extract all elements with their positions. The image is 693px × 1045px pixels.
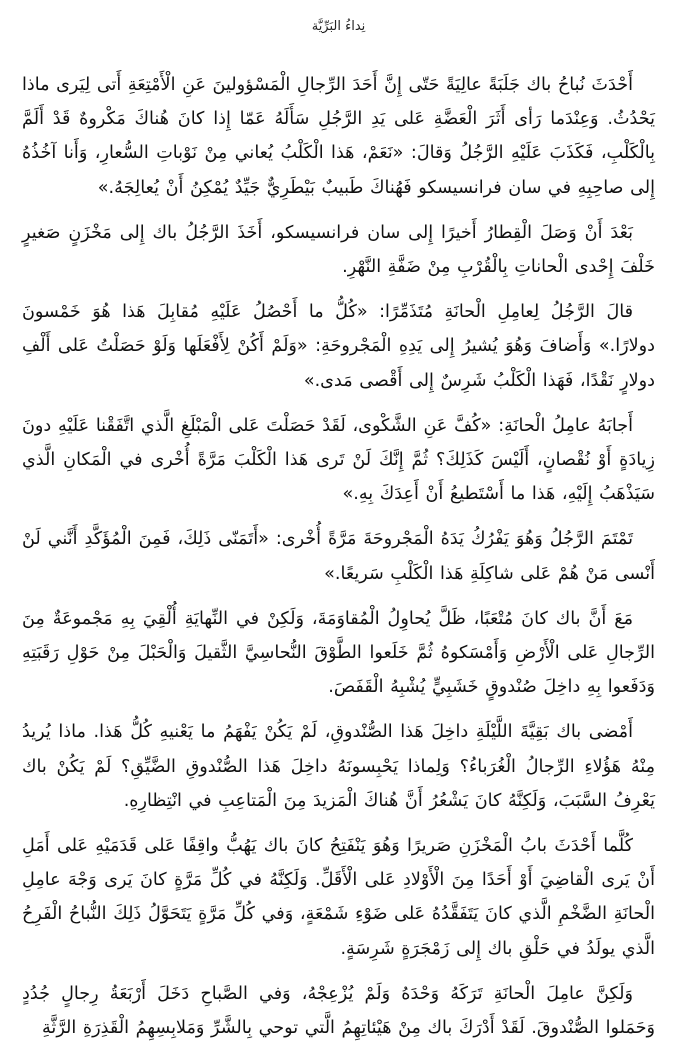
- paragraph: بَعْدَ أَنْ وَصَلَ الْقِطارُ أَخيرًا إِلى سان فرانسيسكو، أَخَذَ الرَّجُلُ باك إِلى مَخْزَنٍ صَغيرٍ خَلْفَ إِحْدى الْحاناتِ بِالْقُرْبِ مِنْ ضَفَّةِ النَّهْرِ.: [22, 222, 655, 278]
- paragraph: قالَ الرَّجُلُ لِعامِلِ الْحانَةِ مُتَذَمِّرًا: «كُلُّ ما أَحْصُلُ عَلَيْهِ مُقابِلَ هَذا هُوَ خَمْسونَ دولارًا.» وَأَضافَ وَهُوَ يُشيرُ إِلى يَدِهِ الْمَجْروحَةِ: «وَلَمْ أَكُنْ لِأَفْعَلَها وَلَوْ حَصَلْتُ عَلى أَلْفِ دولارٍ نَقْدًا، فَهَذا الْكَلْبُ شَرِسٌ إِلى أَقْصى مَدى.»: [22, 302, 655, 391]
- paragraph: أَمْضى باك بَقِيَّةَ اللَّيْلَةِ داخِلَ هَذا الصُّنْدوقِ، لَمْ يَكُنْ يَفْهَمُ ما يَعْنيهِ كُلُّ هَذا. ماذا يُريدُ مِنْهُ هَؤُلاءِ الرِّجالُ الْغُرَباءُ؟ وَلِماذا يَحْبِسونَهُ داخِلَ هَذا الصُّنْدوقِ الضَّيِّقِ؟ لَمْ يَكُنْ باك يَعْرِفُ السَّبَبَ، وَلَكِنَّهُ كانَ يَشْعُرُ أَنَّ هُناكَ الْمَزيدَ مِنَ الْمَتاعِبِ في انْتِظارِهِ.: [22, 722, 655, 811]
- paragraph: مَعَ أَنَّ باك كانَ مُتْعَبًا، ظَلَّ يُحاوِلُ الْمُقاوَمَةَ، وَلَكِنْ في النِّهايَةِ أُلْقِيَ بِهِ مَجْموعَةٌ مِنَ الرِّجالِ عَلى الْأَرْضِ وَأَمْسَكوهُ ثُمَّ خَلَعوا الطَّوْقَ النُّحاسِيَّ الثَّقيلَ وَالْحَبْلَ مِنْ حَوْلِ رَقَبَتِهِ وَدَفَعوا بِهِ داخِلَ صُنْدوقٍ خَشَبِيٍّ يُشْبِهُ الْقَفَصَ.: [22, 608, 655, 698]
- paragraph: أَجابَهُ عامِلُ الْحانَةِ: «كُفَّ عَنِ الشَّكْوى، لَقَدْ حَصَلْتَ عَلى الْمَبْلَغِ الَّذي اتَّفَقْنا عَلَيْهِ دونَ زِيادَةٍ أَوْ نُقْصانٍ، أَلَيْسَ كَذَلِكَ؟ ثُمَّ إِنَّكَ لَنْ تَرى هَذا الْكَلْبَ مَرَّةً أُخْرى في الْمَكانِ الَّذي سَيَذْهَبُ إِلَيْهِ، هَذا ما أَسْتَطيعُ أَنْ أَعِدَكَ بِهِ.»: [22, 415, 655, 505]
- paragraph: وَلَكِنَّ عامِلَ الْحانَةِ تَرَكَهُ وَحْدَهُ وَلَمْ يُزْعِجْهُ، وَفي الصَّباحِ دَخَلَ أَرْبَعَةُ رِجالٍ جُدُدٍ وَحَمَلوا الصُّنْدوقَ. لَقَدْ أَدْرَكَ باك مِنْ هَيْئاتِهِمُ الَّتي توحي بِالشَّرِّ وَمَلابِسِهِمُ الْقَذِرَةِ الرَّثَّةِ: [22, 983, 655, 1039]
- body-text: [22, 68, 655, 1045]
- paragraph: تَمْتَمَ الرَّجُلُ وَهُوَ يَفْرُكُ يَدَهُ الْمَجْروحَةَ مَرَّةً أُخْرى: «أَتَمَنّى ذَلِكَ، فَمِنَ الْمُؤَكَّدِ أَنَّني لَنْ أَنْسى مَنْ هُمْ عَلى شاكِلَةِ هَذا الْكَلْبِ سَريعًا.»: [22, 529, 655, 584]
- paragraph: كُلَّما أَحْدَثَ بابُ الْمَخْزَنِ صَريرًا وَهُوَ يَنْفَتِحُ كانَ باك يَهُبُّ واقِفًا عَلى قَدَمَيْهِ عَلى أَمَلِ أَنْ يَرى الْقاضِيَ أَوْ أَحَدًا مِنَ الْأَوْلادِ عَلى الْأَقَلِّ. وَلَكِنَّهُ في كُلِّ مَرَّةٍ كانَ يَرى وَجْهَ عامِلِ الْحانَةِ الضَّخْمِ الَّذي كانَ يَتَفَقَّدُهُ عَلى ضَوْءِ شَمْعَةٍ، وَفي كُلِّ مَرَّةٍ يَتَحَوَّلُ ذَلِكَ النُّباحُ الْفَرِحُ الَّذي يولَدُ في حَلْقِ باك إِلى زَمْجَرَةٍ شَرِسَةٍ.: [22, 836, 655, 959]
- paragraph: أَحْدَثَ نُباحُ باك جَلَبَةً عالِيَةً حَتّى إِنَّ أَحَدَ الرِّجالِ الْمَسْؤولينَ عَنِ الْأَمْتِعَةِ أَتى لِيَرى ماذا يَحْدُثُ. وَعِنْدَما رَأى أَثَرَ الْعَضَّةِ عَلى يَدِ الرَّجُلِ سَأَلَهُ عَمّا إِذا كانَ هُناكَ مَكْروهٌ قَدْ أَلَمَّ بِالْكَلْبِ، فَكَذَبَ عَلَيْهِ الرَّجُلُ وَقالَ: «نَعَمْ، هَذا الْكَلْبُ يُعاني مِنْ نَوْباتِ السُّعارِ، وَأَنا آخُذُهُ إِلى صاحِبِهِ في سان فرانسيسكو فَهُناكَ طَبيبٌ بَيْطَرِيٌّ جَيِّدٌ يُمْكِنُ أَنْ يُعالِجَهُ.»: [22, 75, 655, 198]
- running-header: نِداءُ البَرِّيَّة: [311, 19, 366, 34]
